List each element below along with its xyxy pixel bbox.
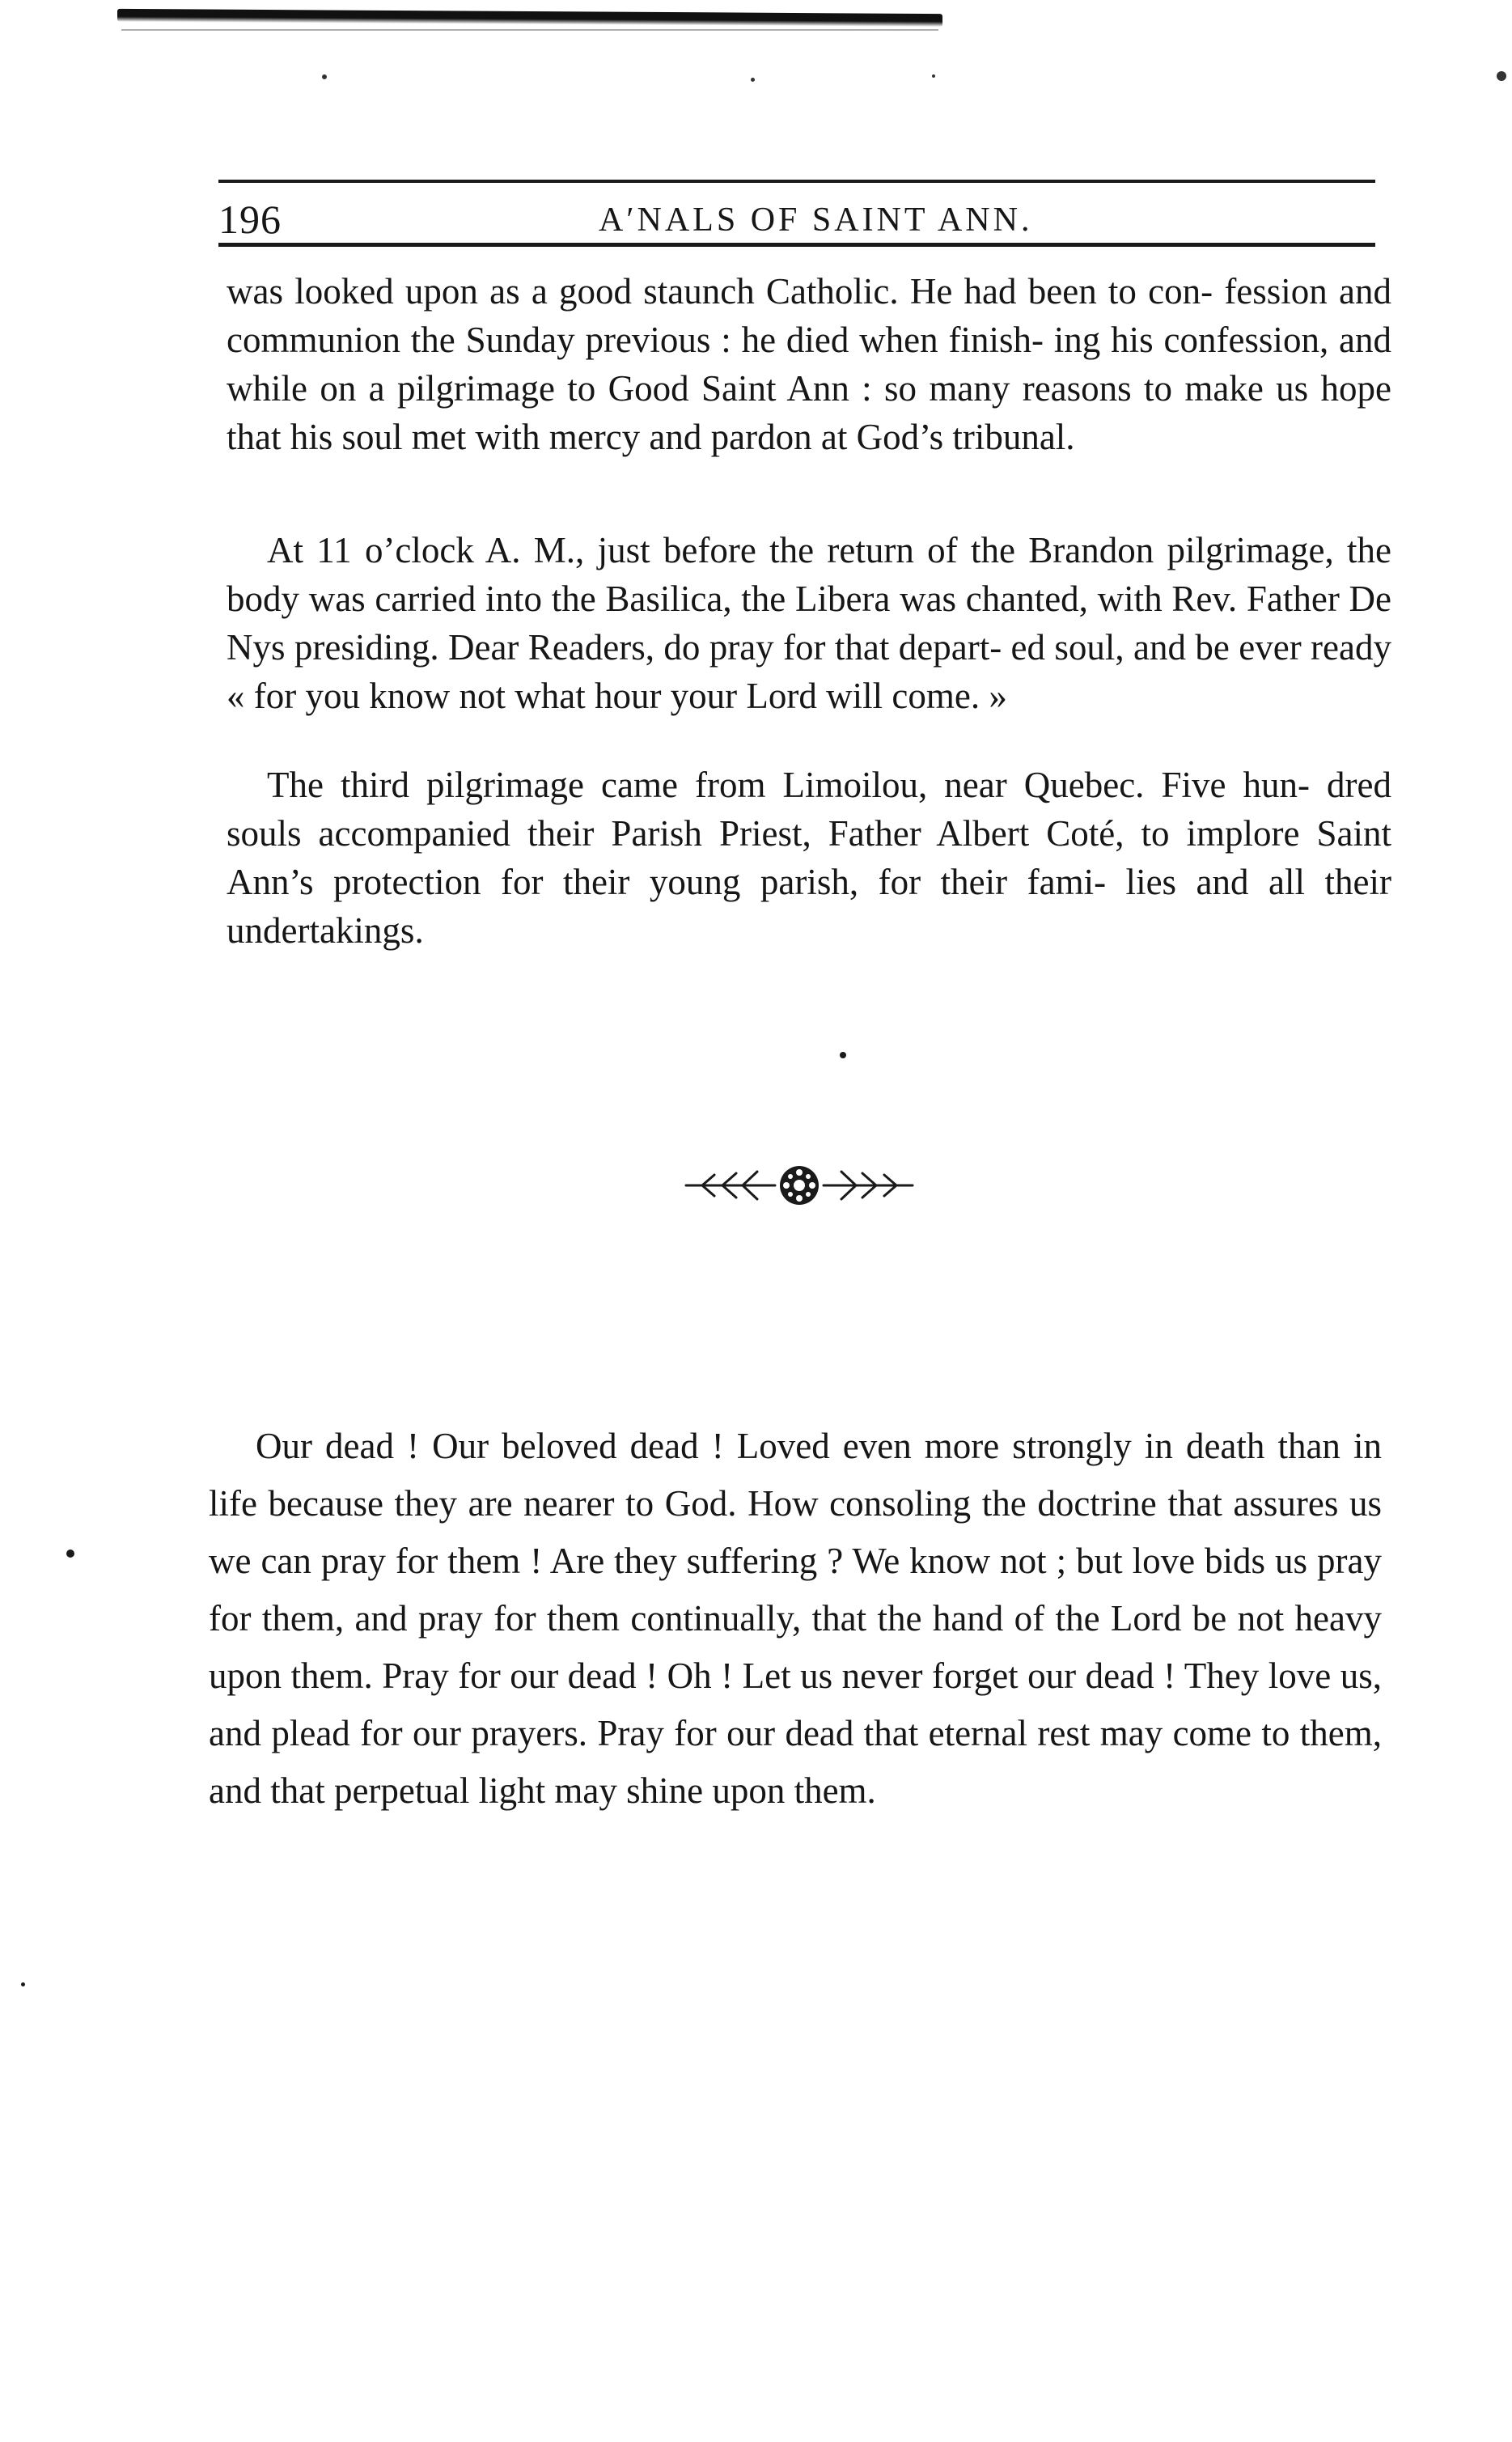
- stray-dot: [840, 1052, 846, 1058]
- scan-top-edge-thin: [121, 29, 938, 31]
- scan-speck: [322, 74, 327, 79]
- margin-speck: [21, 1982, 25, 1986]
- margin-dot: [66, 1550, 74, 1558]
- page-number: 196: [218, 197, 282, 242]
- paragraph-1: was looked upon as a good staunch Catholic. He had been to con- fession and communion the Sunday previous : he died when finish- ing his confession, and while on a pilgrimage to Good Saint Ann : so many reasons to make us hope that his soul met with mercy and pardon at God’s tribunal.: [227, 271, 1391, 457]
- paragraph-2: At 11 o’clock A. M., just before the return of the Brandon pilgrimage, the body was carried into the Basilica, the Libera was chanted, with Rev. Father De Nys presiding. Dear Readers, do pray for that depart- ed soul, and be ever ready « for you know not what hour your Lord will come. »: [227, 530, 1391, 716]
- floral-divider-icon: [678, 1157, 921, 1214]
- paragraph-3: The third pilgrimage came from Limoilou, near Quebec. Five hun- dred souls accompanied their Parish Priest, Father Albert Coté, to implore Saint Ann’s protection for their young parish, for their fami- lies and all their undertakings.: [227, 765, 1391, 951]
- scan-speck: [751, 78, 755, 82]
- scan-speck: [1497, 71, 1506, 81]
- scan-speck: [932, 74, 935, 78]
- header-top-rule: [218, 180, 1375, 183]
- scan-top-edge: [117, 9, 942, 27]
- paragraph-4: Our dead ! Our beloved dead ! Loved even more strongly in death than in life because they are nearer to God. How consoling the doctrine that assures us we can pray for them ! Are they suffering ? We know not ; but love bids us pray for them, and pray for them continually, that the hand of the Lord be not heavy upon them. Pray for our dead ! Oh ! Let us never forget our dead ! They love us, and plead for our prayers. Pray for our dead that eternal rest may come to them, and that perpetual light may shine upon them.: [209, 1426, 1382, 1811]
- running-title: A′NALS OF SAINT ANN.: [599, 201, 1033, 239]
- page-header: [218, 194, 1375, 247]
